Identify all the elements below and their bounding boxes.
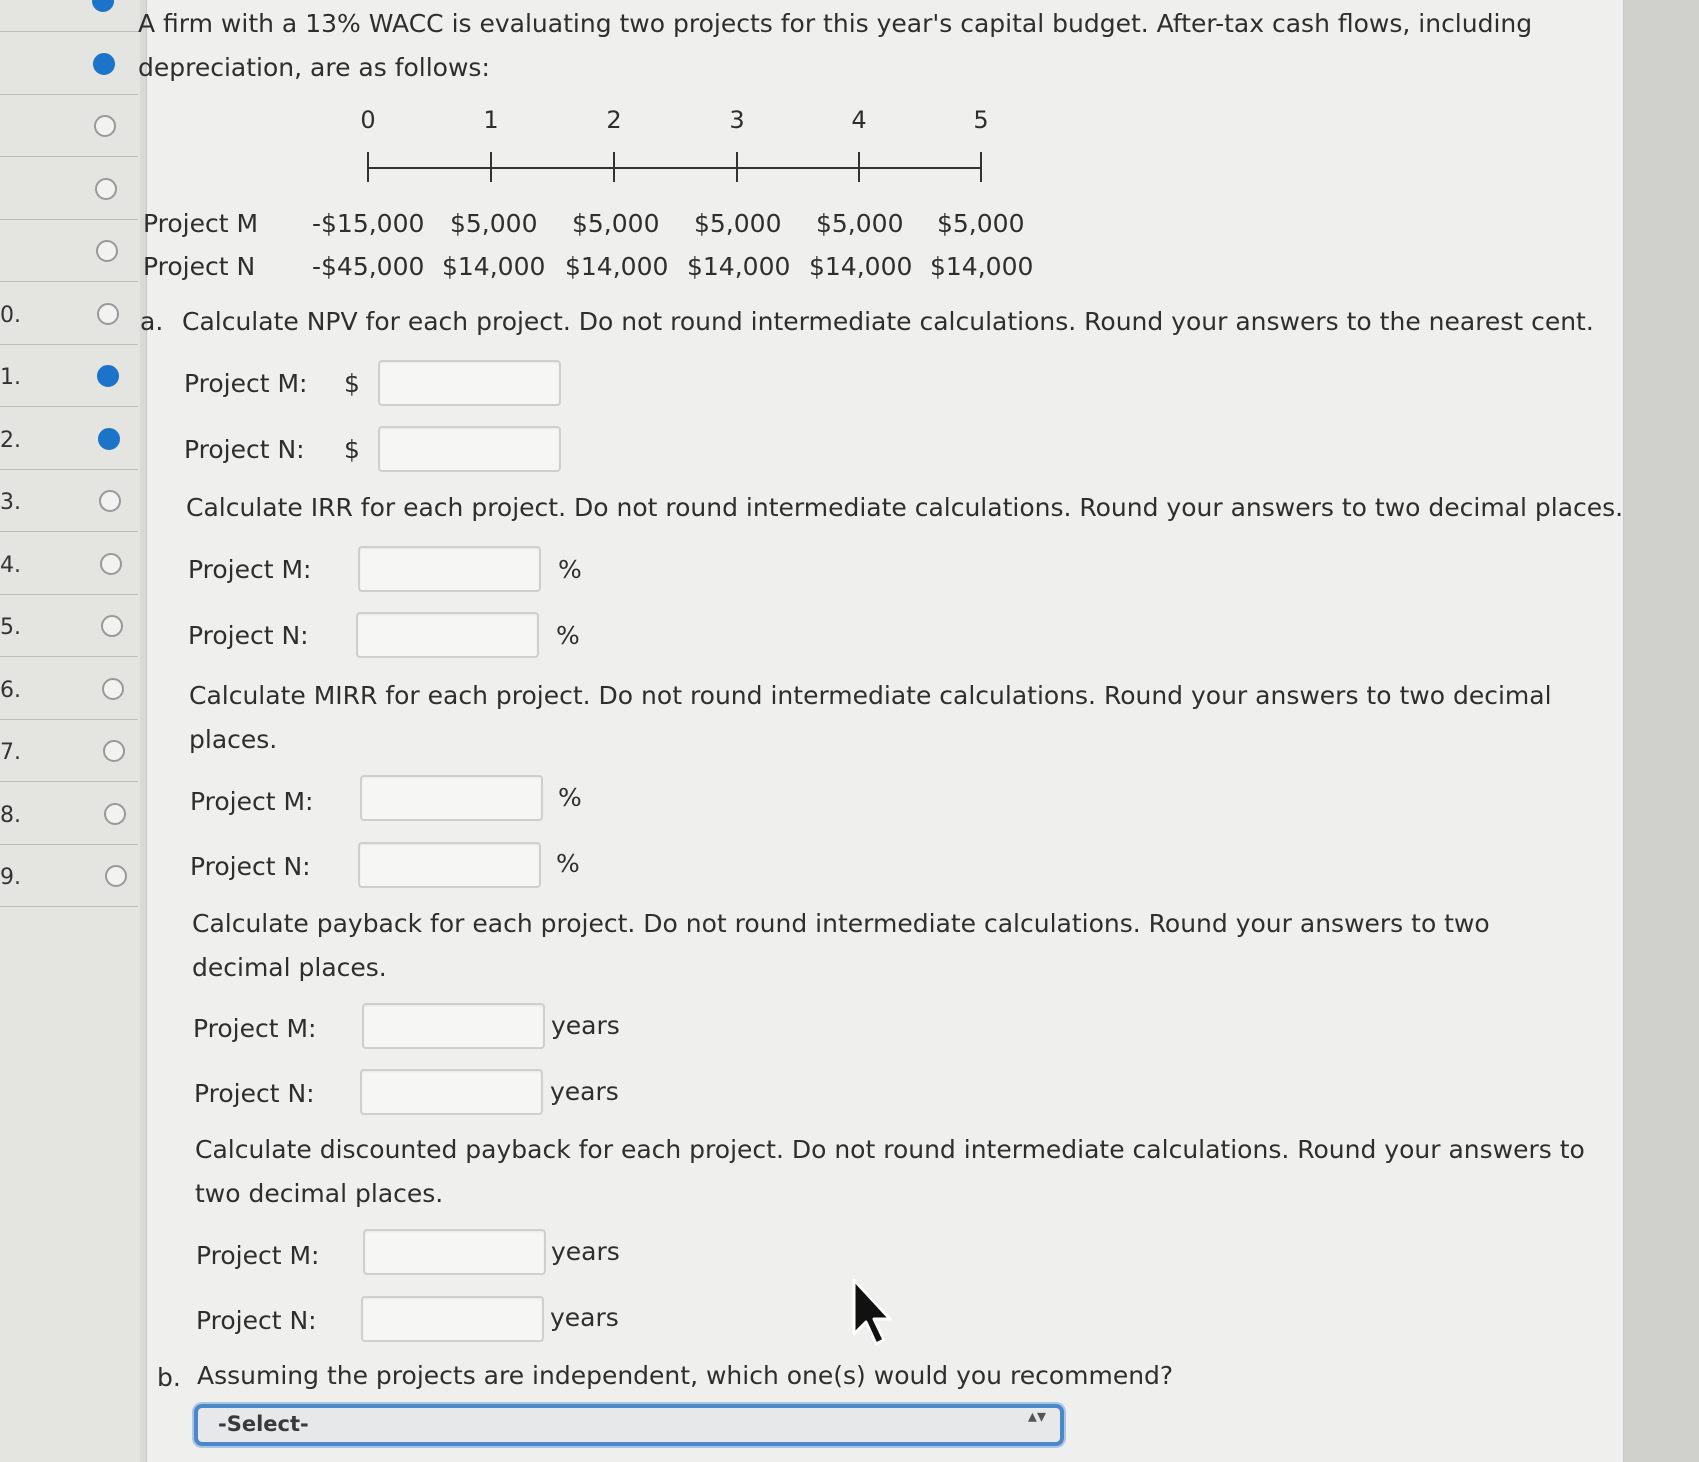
irr-n-input[interactable]: [356, 612, 539, 658]
nav-question-number: 8.: [0, 802, 21, 828]
years-unit: years: [551, 1011, 620, 1040]
npv-n-label: Project N:: [184, 435, 305, 464]
unanswered-status-icon: [101, 615, 123, 637]
payback-m-label: Project M:: [193, 1014, 317, 1043]
nav-question-row[interactable]: [0, 595, 138, 657]
cash-flow: $5,000: [450, 209, 538, 238]
cash-flow: $14,000: [687, 252, 791, 281]
part-a-marker: a.: [140, 307, 164, 336]
nav-question-number: 9.: [0, 865, 21, 890]
mirr-m-label: Project M:: [190, 787, 314, 816]
nav-question-row[interactable]: [0, 470, 138, 532]
dpayback-m-input[interactable]: [363, 1229, 546, 1275]
select-value: -Select-: [218, 1412, 309, 1436]
unanswered-status-icon: [99, 490, 121, 512]
question-intro: A firm with a 13% WACC is evaluating two projects for this year's capital budget. After-tax cash flows, including depreciation, are as follows:: [138, 9, 1533, 82]
period-label: 4: [851, 106, 867, 134]
mouse-cursor-icon: [852, 1278, 896, 1348]
nav-question-row[interactable]: [0, 0, 138, 32]
nav-question-row[interactable]: [0, 158, 138, 220]
payback-n-label: Project N:: [194, 1079, 315, 1108]
period-label: 5: [973, 106, 989, 134]
period-label: 3: [729, 106, 745, 134]
part-b-prompt: Assuming the projects are independent, which one(s) would you recommend?: [197, 1361, 1174, 1390]
nav-question-number: 7.: [0, 740, 21, 765]
nav-question-number: 2.: [0, 427, 21, 453]
dpayback-n-input[interactable]: [361, 1296, 544, 1342]
timeline-tick: [736, 152, 738, 182]
unanswered-status-icon: [104, 803, 126, 825]
nav-question-row[interactable]: [0, 783, 138, 845]
irr-prompt: Calculate IRR for each project. Do not round intermediate calculations. Round your answers to two decimal places.: [186, 493, 1624, 522]
select-arrows-icon: ▴▾: [1027, 1406, 1046, 1427]
recommendation-select[interactable]: [194, 1404, 1064, 1446]
irr-m-label: Project M:: [188, 555, 312, 584]
nav-question-number: 4.: [0, 552, 21, 578]
unanswered-status-icon: [103, 740, 125, 762]
mirr-prompt: Calculate MIRR for each project. Do not round intermediate calculations. Round your answers to two decimal places.: [189, 681, 1552, 754]
unanswered-status-icon: [95, 178, 117, 200]
percent-sign: %: [558, 555, 582, 584]
nav-question-row[interactable]: [0, 283, 138, 345]
cash-flow: $14,000: [442, 252, 546, 281]
dollar-sign: $: [344, 435, 360, 464]
discounted-payback-prompt: Calculate discounted payback for each project. Do not round intermediate calculations. Round your answers to two decimal places.: [195, 1135, 1585, 1208]
answered-status-icon: [93, 53, 115, 75]
dollar-sign: $: [344, 369, 360, 398]
nav-question-number: 5.: [0, 615, 21, 640]
nav-question-row[interactable]: [0, 533, 138, 595]
answered-status-icon: [98, 428, 120, 450]
period-label: 1: [483, 106, 499, 134]
cash-flow: $14,000: [565, 252, 669, 281]
percent-sign: %: [556, 621, 580, 650]
irr-m-input[interactable]: [358, 546, 541, 592]
nav-question-number: 1.: [0, 365, 21, 390]
timeline-tick: [613, 152, 615, 182]
cash-flow: $5,000: [937, 209, 1025, 238]
timeline-tick: [367, 152, 369, 182]
percent-sign: %: [556, 849, 580, 878]
nav-question-row[interactable]: [0, 408, 138, 470]
mirr-n-label: Project N:: [190, 852, 311, 881]
timeline-tick: [858, 152, 860, 182]
cash-flow: $14,000: [930, 252, 1034, 281]
dpayback-n-label: Project N:: [196, 1306, 317, 1335]
cash-flow: $5,000: [816, 209, 904, 238]
cash-flow: $5,000: [572, 209, 660, 238]
nav-question-row[interactable]: [0, 720, 138, 782]
period-label: 2: [606, 106, 622, 134]
nav-question-row[interactable]: [0, 845, 138, 907]
nav-question-row[interactable]: [0, 33, 138, 95]
years-unit: years: [551, 1237, 620, 1266]
npv-m-input[interactable]: [378, 360, 561, 406]
percent-sign: %: [558, 783, 582, 812]
project-name: Project M: [143, 209, 259, 238]
npv-m-label: Project M:: [184, 369, 308, 398]
unanswered-status-icon: [97, 303, 119, 325]
part-b-marker: b.: [157, 1363, 181, 1392]
dpayback-m-label: Project M:: [196, 1241, 320, 1270]
cash-flow: -$45,000: [312, 252, 425, 281]
timeline-tick: [980, 152, 982, 182]
cash-flow: $14,000: [809, 252, 913, 281]
years-unit: years: [550, 1077, 619, 1106]
nav-question-row[interactable]: [0, 658, 138, 720]
payback-m-input[interactable]: [362, 1003, 545, 1049]
answered-status-icon: [92, 0, 114, 12]
question-navigator: [0, 0, 140, 1462]
unanswered-status-icon: [96, 240, 118, 262]
answered-status-icon: [97, 365, 119, 387]
nav-question-number: 0.: [0, 302, 21, 328]
payback-prompt: Calculate payback for each project. Do not round intermediate calculations. Round your answers to two decimal places.: [192, 909, 1490, 982]
timeline-tick: [490, 152, 492, 182]
right-margin: [1624, 0, 1699, 1462]
unanswered-status-icon: [102, 678, 124, 700]
nav-question-row[interactable]: [0, 220, 138, 282]
unanswered-status-icon: [94, 115, 116, 137]
timeline-axis: [368, 167, 982, 169]
npv-prompt: Calculate NPV for each project. Do not round intermediate calculations. Round your answers to the nearest cent.: [182, 307, 1594, 336]
nav-question-number: 6.: [0, 677, 21, 703]
nav-question-row[interactable]: [0, 95, 138, 157]
project-name: Project N: [143, 252, 256, 281]
mirr-n-input[interactable]: [358, 842, 541, 888]
cash-flow: -$15,000: [312, 209, 425, 238]
years-unit: years: [550, 1303, 619, 1332]
period-label: 0: [360, 106, 376, 134]
nav-question-row[interactable]: [0, 345, 138, 407]
mirr-m-input[interactable]: [360, 775, 543, 821]
unanswered-status-icon: [105, 865, 127, 887]
irr-n-label: Project N:: [188, 621, 309, 650]
nav-question-number: 3.: [0, 490, 21, 515]
payback-n-input[interactable]: [360, 1069, 543, 1115]
npv-n-input[interactable]: [378, 426, 561, 472]
cash-flow: $5,000: [694, 209, 782, 238]
unanswered-status-icon: [100, 553, 122, 575]
